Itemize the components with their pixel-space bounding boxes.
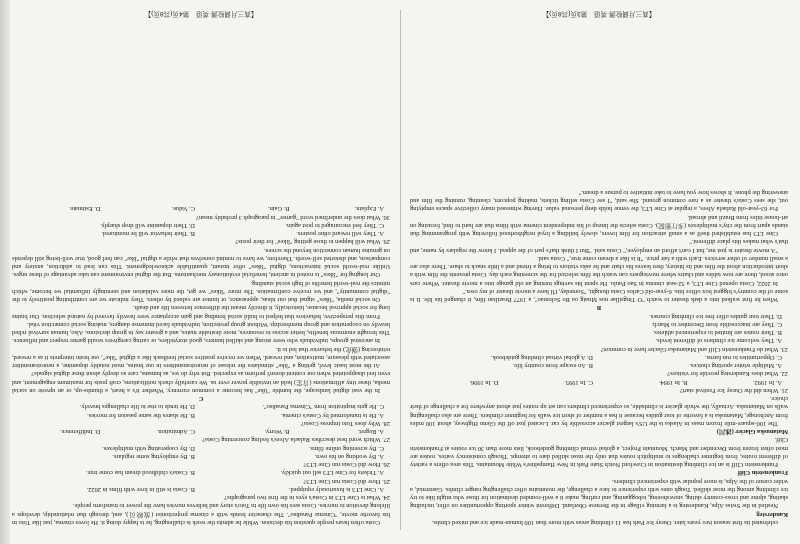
answer-option: C. Value. (171, 205, 195, 213)
answer-option: C. They feel encouraged to post again. (285, 222, 384, 229)
section-heading-matanuska: Matanuska Glacier (冰川) (716, 428, 788, 436)
question-group (12, 402, 390, 501)
answer-option: C. Opportunities to run farms. (704, 354, 782, 361)
answer-option: B. Worry. (264, 428, 290, 436)
paragraph: For 63-year-old Rafaela Alves, a regular at Cine LT3, the venue holds deep personal value. Having witnessed many collective spaces emptying out, she sees Costa's theater as a rare common ground. She said, "I see Costa selling tickets, making popcorn, cleaning, running the film and answering the phone. It shows how you have to take initiative to pursue a dream." (410, 189, 788, 213)
question-stem: 23. What do Frankenstein Cliff and Matanuska Glacier have in common? (600, 345, 788, 353)
answer-options (12, 402, 390, 419)
answer-option: A. Regret. (357, 428, 384, 436)
question-stem: 24. What is Cine LT3 in Costa's eyes in the first two paragraphs? (224, 494, 390, 502)
question-stem: 28. Why does Toto impress Costa? (301, 420, 390, 427)
answer-option: C. Admiration. (156, 428, 195, 436)
paragraph: In the vast digital landscape, the humble "like" has become a common currency. Whether it's a heart, a thumbs-up, or an upvote on social media, these tiny affirmations (肯定) hold an invisible power over us. We carefully check notifications, craft posts for maximum engagement, and even feel disappointed when our content doesn't perform as expected. But why do we, as humans, care so deeply about these digital signals? (12, 370, 390, 394)
answer-option: D. Estimate. (68, 205, 101, 213)
answer-option: C. He gets inspiration from "Cinema Paradiso". (262, 403, 384, 411)
answer-options (12, 485, 390, 493)
answer-option: A. Multiple winter sporting choices. (689, 362, 782, 370)
section-label-c: C (198, 395, 204, 403)
answer-options (12, 204, 390, 212)
answer-option: B. Costa is still in love with films in 2022. (86, 486, 195, 493)
section-heading-frankenstein: Frankenstein Cliff (737, 469, 788, 477)
answer-option: C. By screening online films. (309, 444, 384, 452)
answer-option: D. Their tour guides offer free ice climbing courses. (649, 312, 782, 320)
paragraph: Nestled in the Swiss Alps, Kandersteg is a farming village in the Bernese Oberland. Different winter sporting opportunities on offer, including skating, alpine and cross-country skiing, snowshoeing, tobogganing, and curling, make it a well-rounded destination for those who might like to try ice climbing among the most skilled. Tough ones with experience to face a challenge, the mountains offer challenging ranger climbs. Gasterntal, a wider corner of the Alps, is more popular with experienced climbers. (410, 477, 788, 510)
answer-option: D. In 1996. (469, 378, 499, 386)
answer-options (410, 312, 788, 345)
answer-option: B. In 1994. (658, 378, 688, 386)
paragraph: From this perspective, behaviors that helped to build social bonding and gain acceptance were heavily favored by natural selection. Our brains long for social approval because, historically, it directly meant the difference between life and death. (12, 304, 390, 320)
question-stem: 21. When did the Ouray Ice Festival start? (679, 387, 788, 394)
answer-option: B. By employing some regulars. (112, 453, 195, 460)
question-stem: 29. What will happen to those getting "likes" for their posts? (235, 238, 390, 246)
answer-options (12, 427, 390, 435)
answer-option: B. An escape from country life. (512, 362, 593, 370)
page-divider (400, 10, 401, 530)
answer-options (410, 378, 788, 386)
answer-option: B. Gain. (268, 205, 290, 213)
answer-option: A. He is transformed by Costa's cinema. (280, 411, 384, 419)
paragraph: Cine LT3 has established itself as a small attraction for film lovers, slowly building a loyal neighborhood following with programming that stands apart from the city's multiplexes (多厅影院). Costa selects the lineup of his independent cinema with films that are hard to find, focusing on art-house titles from Brazil and abroad. (410, 213, 788, 238)
page-footer-right: 【高三月调检测·英语 第4页(共8页)】 (144, 10, 258, 17)
answer-option: D. He tends to rise to life challenges bravely. (80, 403, 195, 411)
answer-option: A. By working on his own. (314, 453, 384, 460)
right-page-column (12, 26, 390, 526)
question-stem: 27. Which word best describes Rafaela Alves's feeling concerning Costa? (202, 436, 390, 444)
paragraph: In 2022, Costa opened Cine LT3, a 52-seat cinema in Sao Paulo. He spent his savings turning an old garage into a movie theater. Where cars once stood, there are now tables and chairs where moviegoers can watch the film selected for the screening each day. Costa presents the film with a short introduction about the film and its history, then leaves his chair and he asks visitors to bring a friend and a little snack to share. There also are a small number of other services. Each with a fair price. "It is like a dream come true," Costa said. (410, 255, 788, 287)
paragraph: Frankenstein Cliff is an ice climbing destination in Crawford Notch State Park in New Hampshire's White Mountains. This area offers a variety of different routes, from beginner challenges to multipitch routes that only the most skilled dare to attempt. Though consistency varies, routes are most often frozen from December and March. Mountain Project, a global virtual climbing guidebook, lists more than 30 ice routes at Frankenstein Cliff. (410, 436, 788, 469)
paragraph: At the most basic level, getting a "like" stimulates the release of neurotransmitters in our brains, most notably dopamine, a neurotransmitter associated with pleasure, motivation, and reward. When we receive positive social feedback like a digital "like", our brain interprets it as a reward, reinforcing (强化) the behavior that led to it. (12, 345, 390, 370)
answer-option: A. They welcome ice climbers of different levels. (655, 337, 782, 345)
answer-option: C. In 1995. (564, 378, 593, 386)
question-stem: 22. What does Kandersteg provide for visitors? (667, 370, 788, 378)
answer-option: B. Their behavior will be monitored. (101, 230, 195, 238)
answer-options (12, 468, 390, 476)
scan-edge-shadow (0, 0, 10, 544)
answer-option: A. Cine LT3 is luxuriously equipped. (288, 486, 384, 493)
question-stem: 26. How did Costa run Cine LT3? (303, 461, 390, 469)
paragraph: Costa often hears people question his decision. While he admits the work is challenging, he is happy doing it. He loves cinema, just like Toto in his favorite movie, "Cinema Paradiso". The character bonds with a cinema projectionist (放映员), and, through that relationship, develops a lifelong devotion to movies. Costa sees his own life in Toto's story and believes movies have the power to transform people. (12, 502, 390, 526)
answer-option: A. They will reward other posters. (296, 230, 384, 238)
answer-option: D. Their dopamine will drop sharply. (100, 222, 195, 229)
paragraph: When he first walked into a dark theater to watch "O Tingsillae nos Mnaig oa Bo Solomao", a 1977 Brazilian film, it changed his life. It is some of the country's biggest box office hits. 6-year-old Carlos Costa thought, "Someday, I'll have a movie theater of my own." (410, 288, 788, 304)
question-stem: 25. How did Costa run Cine LT3? (303, 477, 390, 485)
answer-option: A. Tickets for Cine LT3 sell out quickly. (280, 469, 384, 477)
paragraph: celebrated its first season two years later. Ouray Ice Park has 11 climbing areas with more than 100 human-made ice and mixed climbs. (431, 519, 778, 526)
section-label-b: B (596, 304, 602, 312)
question-stem: 30. What does the underlined word "garner" in paragraph 3 probably mean? (196, 213, 390, 221)
paragraph: On social media, "likes" signal that our ideas, appearance, or humor are valued by others. They indicate we are contributing positively to the "digital community", and we receive confirmation. The more "likes" we get, the more validation and seemingly influential we become, which mimics the real-world benefits of high social standing. (12, 279, 390, 304)
answer-option: A. Explain. (354, 205, 384, 213)
paragraph: Our longing for "likes" is rooted in ancient, beneficial evolutionary mechanisms. But the digital environment can take advantage of these urges. Unlike real-world social interactions, digital "likes" offer instant, quantifiable acknowledgement. This can lead to addiction, anxiety and comparison, and distorted self-worth. Therefore, we have to remind ourselves that while a digital "like" can feel good, true well-being still depends on genuine human connection beyond the screen. (12, 246, 390, 279)
answer-option: D. Indifference. (59, 428, 101, 436)
answer-option: D. A global virtual climbing guidebook. (490, 354, 593, 361)
answer-options (12, 221, 390, 238)
answer-options (12, 444, 390, 461)
section-heading-kandersteg: Kandersteg (756, 510, 788, 518)
answer-option: D. By cooperating with multiplexes. (101, 444, 195, 452)
paragraph: "A movie theater is just me, but I can't afford an employee," Costa said. "But I think that's part of the appeal. I know the regulars by name, and that's what makes this place different." (410, 238, 788, 254)
question-group (12, 204, 390, 245)
paragraph: The 100-square-mile frozen mass in Alaska is the US's largest glacier accessible by car. Located just off the Glenn Highway, about 100 miles from Anchorage, Matanuska is a favorite of tour guides because it has a number of short ice walls for beginner climbers. There are also challenging walls on Matanuska. Actually, the whole glacier is climbable, so experienced climbers can set up routes just about anywhere for a challenge of their choice. (410, 395, 788, 427)
answer-option: B. He shares the same passion for movies. (86, 411, 195, 419)
answer-option: B. Costa's childhood dream has come true. (85, 469, 195, 477)
left-page-column (410, 26, 788, 526)
page-footer-left: 【高三月调检测·英语 第3页(共8页)】 (542, 10, 656, 17)
answer-options (410, 353, 788, 370)
answer-option: A. In 1992. (752, 378, 782, 386)
question-group (410, 312, 788, 395)
answer-option: B. Their routes are limited to experienced athletes. (652, 329, 782, 337)
paragraph: In ancestral groups, individuals who were strong and skilled hunters, good storytellers, or caring caregivers would garner respect and influence. This brought enormous benefits, better access to resources, more desirable mates, and a greater say in group decisions. Also, human survival relied heavily on cooperation and group membership. Without group protection, individuals faced immense dangers, making social connection vital. (12, 321, 390, 345)
answer-option: C. They are inaccessible from December to March. (651, 321, 782, 328)
